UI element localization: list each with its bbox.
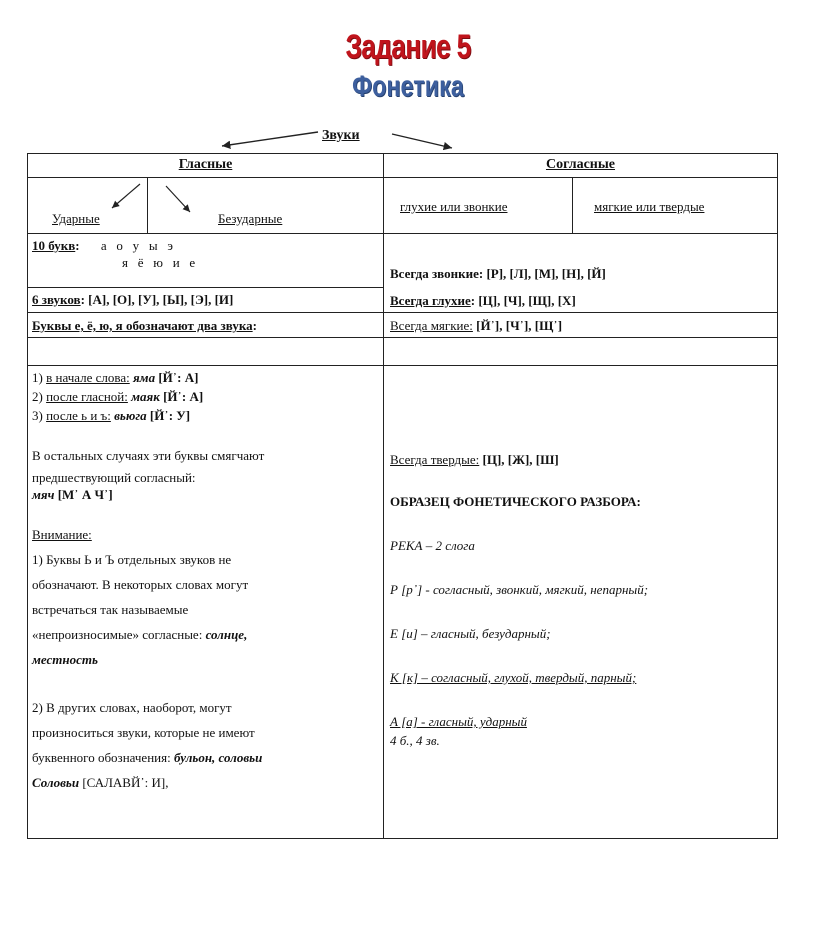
- sample-r: Р [р᾽] - согласный, звонкий, мягкий, непарный;: [390, 582, 649, 597]
- sample-a: А [а] - гласный, ударный: [390, 714, 527, 729]
- note2-line3: буквенного обозначения: бульон, соловьи: [32, 750, 263, 765]
- consonant-details: [390, 451, 774, 749]
- always-hard: Всегда твердые: [Ц], [Ж], [Ш]: [390, 452, 559, 467]
- note2-line1: 2) В других словах, наоборот, могут: [32, 700, 232, 715]
- letters-row-2: я ё ю и е: [122, 255, 196, 270]
- sample-title: ОБРАЗЕЦ ФОНЕТИЧЕСКОГО РАЗБОРА:: [390, 494, 641, 509]
- page-title: Задание 5: [345, 28, 471, 66]
- always-voiced: [390, 265, 606, 282]
- note2-line2: произноситься звуки, которые не имеют: [32, 725, 255, 740]
- two-sounds-note: Буквы е, ё, ю, я обозначают два звука:: [32, 318, 257, 333]
- always-voiced-list: [Р], [Л], [М], [Н], [Й]: [486, 266, 606, 281]
- sample-k: К [к] – согласный, глухой, твердый, парный;: [390, 670, 637, 685]
- letters-label: 10 букв: [32, 238, 76, 253]
- consonants-header: Согласные: [545, 157, 616, 172]
- arrow-to-consonants: [392, 134, 452, 148]
- always-soft-list: [Й᾽], [Ч᾽], [Щ᾽]: [476, 318, 563, 333]
- letters-row-1: а о у ы э: [100, 238, 173, 253]
- sample-word: РЕКА – 2 слога: [390, 538, 475, 553]
- always-voiceless: [390, 292, 576, 309]
- soften-example: мяч [М᾽ А Ч᾽]: [32, 487, 113, 502]
- always-voiceless-list: : [Ц], [Ч], [Щ], [Х]: [470, 293, 576, 308]
- note1-line2: обозначают. В некоторых словах могут: [32, 577, 249, 592]
- case-1: 1) в начале слова: яма [Й᾽: А]: [32, 370, 199, 385]
- sounds-heading: Звуки: [322, 128, 360, 143]
- arrow-to-vowels: [222, 132, 318, 146]
- case-2: 2) после гласной: маяк [Й᾽: А]: [32, 389, 204, 404]
- always-voiceless-label: Всегда глухие: [390, 293, 471, 308]
- sample-e: Е [и] – гласный, безударный;: [390, 626, 551, 641]
- attention-label: Внимание:: [32, 527, 92, 542]
- vowel-sounds: 6 звуков: [А], [О], [У], [Ы], [Э], [И]: [32, 292, 234, 307]
- unstressed-label: Безударные: [218, 211, 283, 226]
- two-sounds-text: Буквы е, ё, ю, я обозначают два звука: [32, 318, 253, 333]
- voiced-voiceless-label: глухие или звонкие: [400, 199, 508, 214]
- vowel-letters: 10 букв: а о у ы э я ё ю и е: [32, 238, 196, 270]
- soften-line-1: В остальных случаях эти буквы смягчают: [32, 448, 265, 463]
- soften-line-2: предшествующий согласный:: [32, 470, 196, 485]
- page-subtitle: Фонетика: [352, 70, 464, 103]
- note1-example-2: местность: [32, 652, 98, 667]
- sample-count: 4 б., 4 зв.: [390, 733, 440, 748]
- note1-line3: встречаться так называемые: [32, 602, 189, 617]
- always-soft-label: Всегда мягкие:: [390, 318, 473, 333]
- case-3: 3) после ь и ъ: вьюга [Й᾽: У]: [32, 408, 191, 423]
- always-soft: [390, 317, 562, 334]
- note2-line4: Соловьи [САЛАВЙ᾽: И],: [32, 775, 169, 790]
- note1-line1: 1) Буквы Ь и Ъ отдельных звуков не: [32, 552, 232, 567]
- sounds-list: [А], [О], [У], [Ы], [Э], [И]: [88, 292, 234, 307]
- phonetics-table: [27, 153, 778, 839]
- soft-hard-label: мягкие или твердые: [594, 199, 705, 214]
- stressed-label: Ударные: [52, 211, 100, 226]
- sounds-label: 6 звуков: [32, 292, 81, 307]
- vowels-header: Гласные: [178, 157, 233, 172]
- always-voiced-label: Всегда звонкие:: [390, 266, 484, 281]
- vowel-details: [32, 369, 380, 791]
- note1-line4: «непроизносимые» согласные: солнце,: [32, 627, 248, 642]
